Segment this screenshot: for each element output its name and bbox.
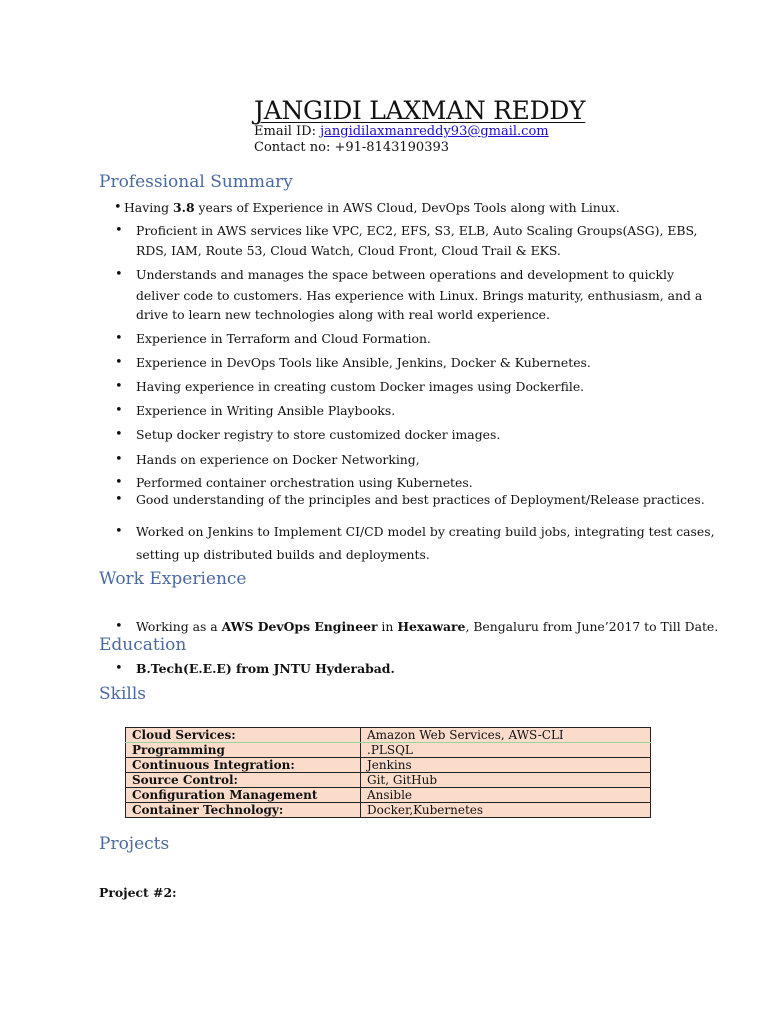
skill-category: Container Technology: — [126, 803, 361, 818]
summary-item: • Worked on Jenkins to Implement CI/CD model by creating build jobs, integrating test cases, — [136, 522, 715, 542]
table-row — [126, 743, 651, 758]
summary-item: • Proficient in AWS services like VPC, EC2, EFS, S3, ELB, Auto Scaling Groups(ASG), EBS, — [136, 221, 697, 241]
skills-heading: Skills — [99, 684, 146, 704]
skill-category: Cloud Services: — [126, 728, 361, 743]
table-row — [126, 728, 651, 743]
summary-item: • Understands and manages the space between operations and development to quickly — [136, 265, 674, 285]
summary-item-cont: deliver code to customers. Has experience with Linux. Brings maturity, enthusiasm, and a — [136, 288, 703, 303]
summary-item-cont: setting up distributed builds and deployments. — [136, 547, 430, 562]
summary-item-cont: RDS, IAM, Route 53, Cloud Watch, Cloud Front, Cloud Trail & EKS. — [136, 243, 561, 258]
summary-item: • Having experience in creating custom Docker images using Dockerfile. — [136, 377, 584, 397]
bullet-icon: • — [115, 223, 123, 238]
table-row — [126, 773, 651, 788]
email-label: Email ID: — [254, 124, 321, 139]
bullet-icon: • — [115, 355, 123, 370]
bullet-icon: • — [115, 524, 123, 539]
skill-value: .PLSQL — [361, 743, 651, 758]
email-line — [254, 124, 549, 140]
skill-category: Continuous Integration: — [126, 758, 361, 773]
summary-item-cont: drive to learn new technologies along with real world experience. — [136, 307, 550, 322]
skills-table — [125, 727, 651, 818]
email-link[interactable]: jangidilaxmanreddy93@gmail.com — [320, 124, 549, 139]
candidate-name: JANGIDI LAXMAN REDDY — [254, 96, 586, 125]
skill-category: Source Control: — [126, 773, 361, 788]
bullet-icon: • — [115, 475, 123, 490]
work-experience-heading: Work Experience — [99, 569, 247, 589]
bullet-icon: • — [114, 200, 122, 215]
bullet-icon: • — [115, 427, 123, 442]
skill-category: Configuration Management — [126, 788, 361, 803]
skill-value: Ansible — [361, 788, 651, 803]
bullet-icon: • — [115, 403, 123, 418]
table-row — [126, 803, 651, 818]
professional-summary-heading: Professional Summary — [99, 172, 293, 192]
bullet-icon: • — [115, 379, 123, 394]
bullet-icon: • — [115, 492, 123, 507]
project-2-label: Project #2: — [99, 885, 177, 900]
skill-value: Docker,Kubernetes — [361, 803, 651, 818]
summary-item: • Experience in Terraform and Cloud Formation. — [136, 329, 431, 349]
summary-item: • Experience in Writing Ansible Playbooks. — [136, 401, 395, 421]
table-row — [126, 788, 651, 803]
bullet-icon: • — [115, 331, 123, 346]
summary-item: • Experience in DevOps Tools like Ansible, Jenkins, Docker & Kubernetes. — [136, 353, 591, 373]
summary-item: • Good understanding of the principles and best practices of Deployment/Release practices. — [136, 490, 705, 510]
bullet-icon: • — [115, 661, 123, 676]
projects-heading: Projects — [99, 834, 170, 854]
skill-category: Programming — [126, 743, 361, 758]
summary-item: • Hands on experience on Docker Networking, — [136, 450, 420, 470]
summary-item: • Having 3.8 years of Experience in AWS Cloud, DevOps Tools along with Linux. — [124, 198, 620, 218]
education-heading: Education — [99, 635, 187, 655]
skill-value: Git, GitHub — [361, 773, 651, 788]
bullet-icon: • — [115, 619, 123, 634]
skill-value: Amazon Web Services, AWS-CLI — [361, 728, 651, 743]
bullet-icon: • — [115, 452, 123, 467]
education-item: • B.Tech(E.E.E) from JNTU Hyderabad. — [136, 659, 395, 679]
table-row — [126, 758, 651, 773]
summary-item: • Performed container orchestration using Kubernetes. — [136, 473, 473, 493]
work-item: • Working as a AWS DevOps Engineer in Hexaware, Bengaluru from June’2017 to Till Date. — [136, 617, 718, 637]
summary-item: • Setup docker registry to store customized docker images. — [136, 425, 500, 445]
bullet-icon: • — [115, 267, 123, 282]
contact-line: Contact no: +91-8143190393 — [254, 140, 450, 155]
skill-value: Jenkins — [361, 758, 651, 773]
